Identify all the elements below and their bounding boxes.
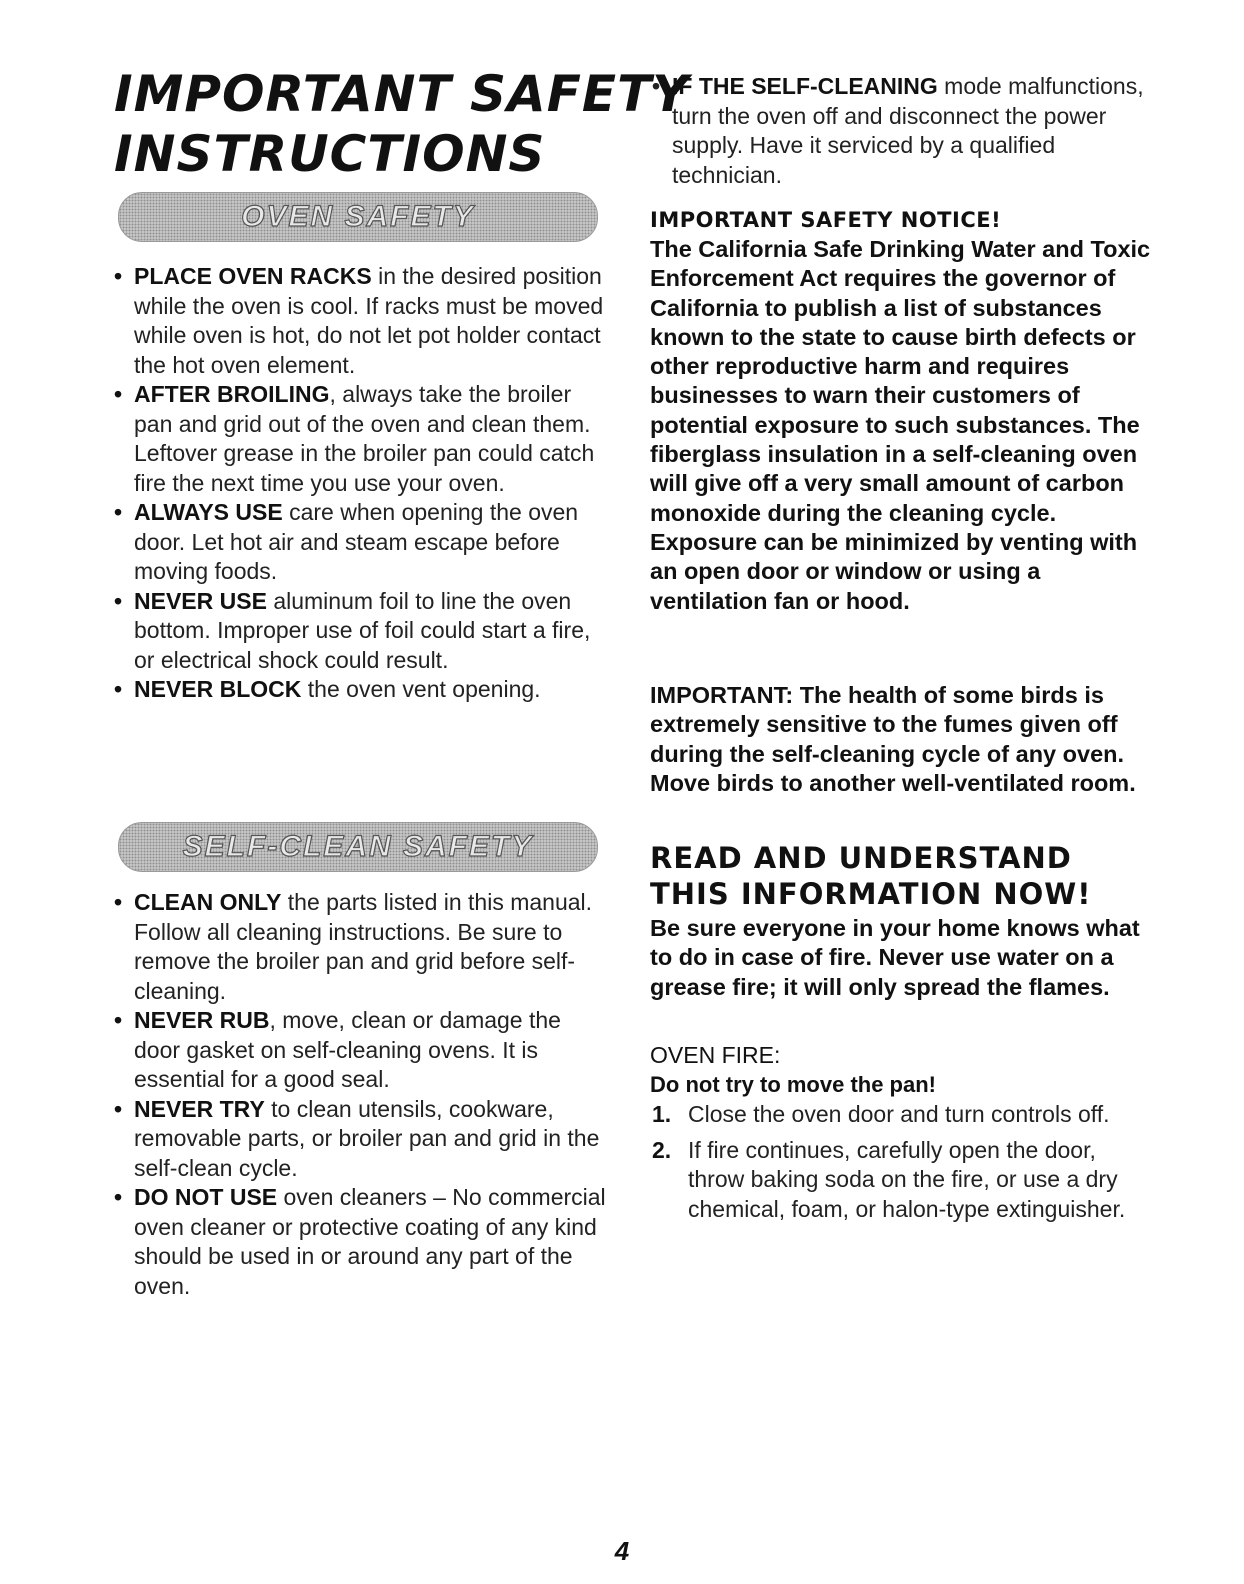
list-item: • NEVER RUB, move, clean or damage the door gasket on self-cleaning ovens. It is essential for a good seal. [112,1006,612,1095]
list-item: 2. If fire continues, carefully open the door, throw baking soda on the fire, or use a dry chemical, foam, or halon-type extinguisher. [652,1136,1126,1222]
list-item: • IF THE SELF-CLEANING mode malfunctions, turn the oven off and disconnect the power supply. Have it serviced by a qualified technician. [650,72,1155,190]
safety-notice-body: The California Safe Drinking Water and Toxic Enforcement Act requires the governor of California to publish a list of substances known to the state to cause birth defects or other reproductive harm and requires businesses to warn their customers of potential exposure to such substances. The fiberglass insulation in a self-cleaning oven will give off a very small amount of carbon monoxide during the cleaning cycle. Exposure can be minimized by venting with an open door or window or using a ventilation fan or hood. [650,236,1151,614]
read-heading-line-1: READ AND UNDERSTAND [650,841,1072,875]
list-item: • NEVER TRY to clean utensils, cookware, removable parts, or broiler pan and grid in the self-clean cycle. [112,1095,612,1184]
list-item: • DO NOT USE oven cleaners – No commercial oven cleaner or protective coating of any kind should be used in or around any part of the oven. [112,1183,612,1301]
birds-warning-text: The health of some birds is extremely sensitive to the fumes given off during the self-cleaning cycle of any oven. Move birds to another well-ventilated room. [650,682,1136,796]
list-item: • ALWAYS USE care when opening the oven door. Let hot air and steam escape before moving foods. [112,498,612,587]
list-item: • CLEAN ONLY the parts listed in this manual. Follow all cleaning instructions. Be sure to remove the broiler pan and grid before self-cleaning. [112,888,612,1006]
malfunction-note [650,72,1155,190]
oven-fire-subheading: Do not try to move the pan! [650,1072,936,1097]
page-title-line-1: IMPORTANT SAFETY [114,65,690,123]
list-item: • PLACE OVEN RACKS in the desired position while the oven is cool. If racks must be moved while oven is hot, do not let pot holder contact the hot oven element. [112,262,612,380]
page-title-line-2: INSTRUCTIONS [114,125,546,183]
page-title [114,64,689,184]
self-clean-safety-list [112,888,612,1301]
oven-safety-banner-label: OVEN SAFETY [241,200,475,233]
safety-notice-heading: IMPORTANT SAFETY NOTICE! [650,208,1002,232]
read-heading-line-2: THIS INFORMATION NOW! [650,877,1092,911]
self-clean-safety-banner [118,822,598,872]
oven-safety-list [112,262,612,705]
safety-notice [650,205,1155,616]
oven-fire-steps [650,1100,1155,1224]
list-item: 1. Close the oven door and turn controls off. [652,1101,1110,1127]
self-clean-safety-banner-label: SELF-CLEAN SAFETY [182,830,534,863]
oven-fire-label: OVEN FIRE: [650,1042,781,1068]
list-item: • NEVER USE aluminum foil to line the oven bottom. Improper use of foil could start a fire, or electrical shock could result. [112,587,612,676]
important-label: IMPORTANT: [650,682,794,708]
read-body: Be sure everyone in your home knows what to do in case of fire. Never use water on a grease fire; it will only spread the flames. [650,915,1140,1000]
read-understand-section [650,840,1155,1002]
list-item: • AFTER BROILING, always take the broiler pan and grid out of the oven and clean them. Leftover grease in the broiler pan could catch fire the next time you use your oven. [112,380,612,498]
page-number: 4 [614,1536,630,1566]
birds-warning [650,681,1155,798]
list-item: • NEVER BLOCK the oven vent opening. [112,675,612,705]
oven-fire-section [650,1040,1155,1230]
oven-safety-banner [118,192,598,242]
